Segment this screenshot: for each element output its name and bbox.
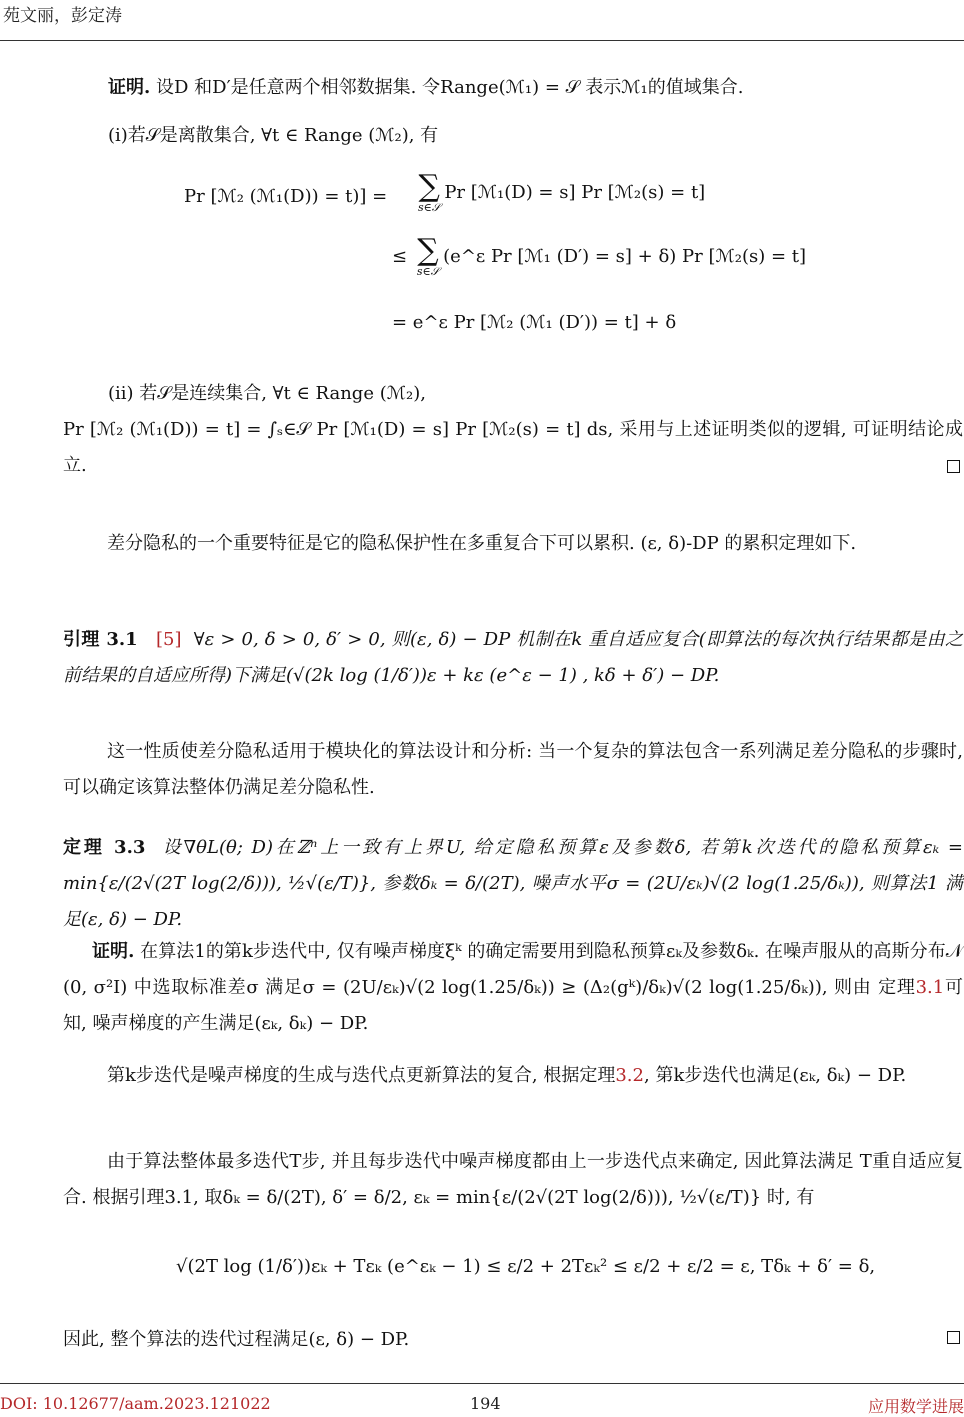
sum-symbol-2: ∑ s∈𝒮 <box>416 233 440 278</box>
paragraph-modularity: 这一性质使差分隐私适用于模块化的算法设计和分析: 当一个复杂的算法包含一系列满足差分隐私的步骤时, 可以确定该算法整体仍满足差分隐私性. <box>63 741 963 798</box>
eq1-lhs: Pr [ℳ₂ (ℳ₁(D)) = t)] = <box>184 186 388 207</box>
ref-theorem-3-1[interactable]: 3.1 <box>915 977 945 998</box>
proof2-conclusion: 因此, 整个算法的迭代过程满足(ε, δ) − DP. <box>63 1329 410 1350</box>
eq1-row2 <box>392 233 807 278</box>
proof2-para3: 由于算法整体最多迭代T步, 并且每步迭代中噪声梯度都由上一步迭代点来确定, 因此算法满足 T重自适应复合. 根据引理3.1, 取δₖ = δ/(2T), δ′ = δ/2, εₖ = min{ε/(2√(2T log(2/δ))), ½√(ε/T)} 时, 有 <box>63 1151 963 1208</box>
proof2-para2 <box>63 1058 963 1094</box>
lemma-3-1 <box>63 622 963 694</box>
qed-symbol-2 <box>947 1331 960 1344</box>
eq2: √(2T log (1/δ′))εₖ + Tεₖ (e^εₖ − 1) ≤ ε/2 + 2Tεₖ² ≤ ε/2 + ε/2 = ε, Tδₖ + δ′ = δ, <box>176 1256 876 1277</box>
eq1-row2-text: (e^ε Pr [ℳ₁ (D′) = s] + δ) Pr [ℳ₂(s) = t] <box>443 246 807 267</box>
eq1-row3: = e^ε Pr [ℳ₂ (ℳ₁ (D′)) = t] + δ <box>392 312 677 333</box>
proof1-intro-text: 设D 和D′是任意两个相邻数据集. 令Range(ℳ₁) = 𝒮 表示ℳ₁的值域集合. <box>156 77 744 98</box>
ref-theorem-3-2[interactable]: 3.2 <box>615 1065 644 1086</box>
proof1-case-ii-body: Pr [ℳ₂ (ℳ₁(D)) = t] = ∫ₛ∈𝒮 Pr [ℳ₁(D) = s] Pr [ℳ₂(s) = t] ds, 采用与上述证明类似的逻辑, 可证明结论成立. <box>63 419 963 476</box>
footer-doi[interactable]: DOI: 10.12677/aam.2023.121022 <box>0 1394 271 1413</box>
proof2-p2-prefix: 第k步迭代是噪声梯度的生成与迭代点更新算法的复合, 根据定理 <box>107 1065 616 1086</box>
footer-page-number: 194 <box>470 1394 501 1413</box>
citation-ref: [5] <box>156 629 182 650</box>
lemma-body: ∀ε > 0, δ > 0, δ′ > 0, 则(ε, δ) − DP 机制在k 重自适应复合(即算法的每次执行结果都是由之前结果的自适应所得)下满足(√(2k log (1/δ′))ε + kε (e^ε − 1) , kδ + δ′) − DP. <box>63 629 963 686</box>
proof2-label: 证明. <box>91 941 135 962</box>
lemma-label: 引理 3.1 <box>63 629 138 650</box>
proof2-end-suffix: 可知, 噪声梯度的产生满足(εₖ, δₖ) − DP. <box>63 977 963 1034</box>
eq1-row2-leq: ≤ <box>392 246 408 267</box>
qed-symbol-1 <box>947 460 960 473</box>
proof1-intro <box>108 70 963 106</box>
header-rule <box>0 40 964 41</box>
proof2-text: 在算法1的第k步迭代中, 仅有噪声梯度ξᵏ 的确定需要用到隐私预算εₖ及参数δₖ. 在噪声服从的高斯分布𝒩 (0, σ²I) 中选取标准差σ 满足σ = (2U/εₖ)√(2 log(1.25/δₖ)) ≥ (Δ₂(gᵏ)/δₖ)√(2 log(1.25/δₖ)), 则由 <box>63 941 963 998</box>
proof1-case-i: (i)若𝒮是离散集合, ∀t ∈ Range (ℳ₂), 有 <box>108 125 439 146</box>
sum-symbol-1: ∑ s∈𝒮 <box>418 169 441 214</box>
running-header-author: 苑文丽，彭定涛 <box>3 6 122 26</box>
theorem-body: 设∇θL(θ; D)在ℤⁿ上一致有上界U, 给定隐私预算ε及参数δ, 若第k次迭代的隐私预算εₖ = min{ε/(2√(2T log(2/δ))), ½√(ε/T)}, 参数δₖ = δ/(2T), 噪声水平σ = (2U/εₖ)√(2 log(1.25/δₖ)), 则算法1 满足(ε, δ) − DP. <box>63 837 963 930</box>
proof2-end-prefix: 定理 <box>878 977 916 998</box>
paragraph-accumulation: 差分隐私的一个重要特征是它的隐私保护性在多重复合下可以累积. (ε, δ)-DP 的累积定理如下. <box>107 533 857 554</box>
eq1-row1-text: Pr [ℳ₁(D) = s] Pr [ℳ₂(s) = t] <box>444 182 706 203</box>
eq1-row1 <box>414 169 706 214</box>
proof2-body <box>63 934 963 1042</box>
footer-rule <box>0 1383 964 1384</box>
theorem-3-3 <box>63 830 963 938</box>
proof1-case-ii: (ii) 若𝒮是连续集合, ∀t ∈ Range (ℳ₂), <box>108 383 426 404</box>
proof1-label: 证明. <box>108 77 151 98</box>
proof2-p2-suffix: , 第k步迭代也满足(εₖ, δₖ) − DP. <box>644 1065 907 1086</box>
footer-journal-name[interactable]: 应用数学进展 <box>867 1397 964 1416</box>
theorem-label: 定理 3.3 <box>63 837 146 858</box>
